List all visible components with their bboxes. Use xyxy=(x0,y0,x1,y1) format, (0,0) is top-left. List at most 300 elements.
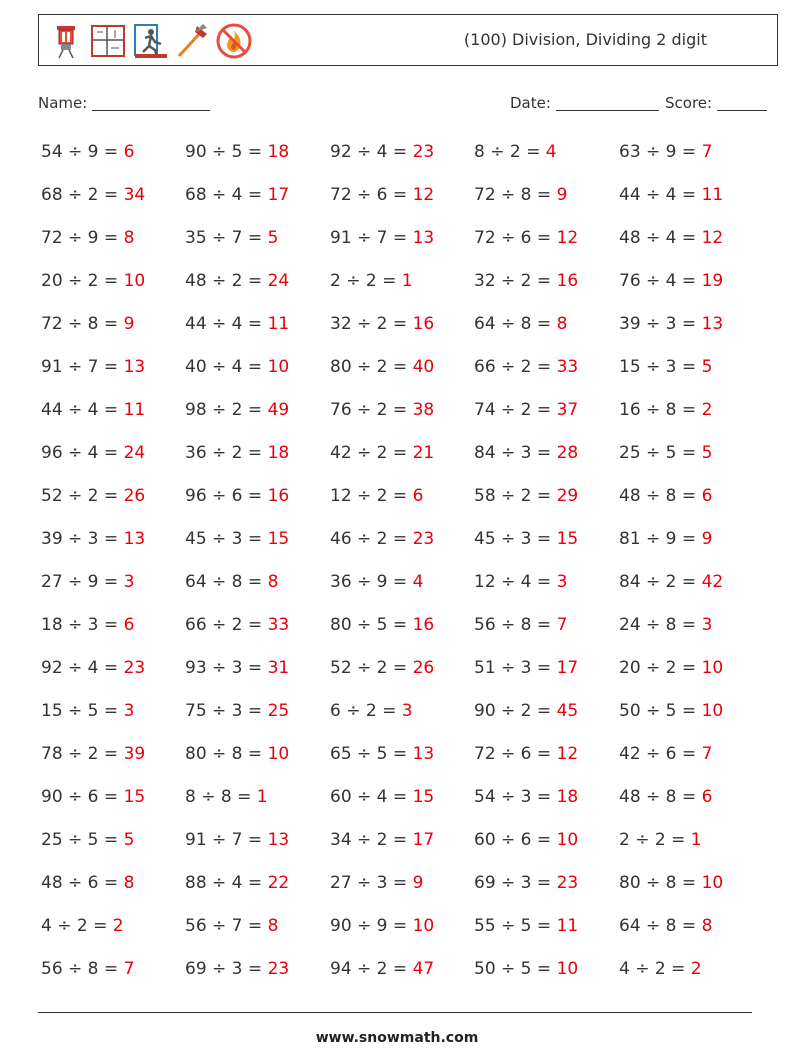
division-problem xyxy=(330,873,423,893)
problem-question: 6 ÷ 2 = xyxy=(330,701,402,721)
problem-question: 51 ÷ 3 = xyxy=(474,658,557,678)
problem-answer: 26 xyxy=(412,658,435,678)
problem-row xyxy=(41,916,781,942)
problem-answer: 12 xyxy=(556,228,579,248)
problem-question: 88 ÷ 4 = xyxy=(185,873,268,893)
division-problem xyxy=(619,357,712,377)
division-problem xyxy=(474,873,578,893)
problem-answer: 38 xyxy=(412,400,435,420)
problem-question: 66 ÷ 2 = xyxy=(185,615,268,635)
division-problem xyxy=(330,486,423,506)
problem-question: 91 ÷ 7 = xyxy=(41,357,124,377)
problem-question: 96 ÷ 6 = xyxy=(185,486,268,506)
problem-answer: 24 xyxy=(123,443,146,463)
division-problem xyxy=(41,916,124,936)
problem-question: 40 ÷ 4 = xyxy=(185,357,268,377)
problem-answer: 37 xyxy=(556,400,579,420)
problem-question: 56 ÷ 8 = xyxy=(474,615,557,635)
problem-row xyxy=(41,443,781,469)
division-problem xyxy=(185,185,289,205)
problem-question: 72 ÷ 8 = xyxy=(41,314,124,334)
division-problem xyxy=(619,314,723,334)
problem-answer: 3 xyxy=(123,572,135,592)
date-label: Date: xyxy=(510,94,551,112)
division-problem xyxy=(185,916,278,936)
problem-answer: 18 xyxy=(267,142,290,162)
division-problem xyxy=(41,271,145,291)
problem-question: 78 ÷ 2 = xyxy=(41,744,124,764)
problem-answer: 29 xyxy=(556,486,579,506)
problem-answer: 18 xyxy=(267,443,290,463)
division-problem xyxy=(330,400,434,420)
problem-row xyxy=(41,529,781,555)
problem-question: 68 ÷ 4 = xyxy=(185,185,268,205)
problem-answer: 7 xyxy=(123,959,135,979)
problem-row xyxy=(41,228,781,254)
problem-question: 72 ÷ 6 = xyxy=(330,185,413,205)
problem-question: 12 ÷ 2 = xyxy=(330,486,413,506)
division-problem xyxy=(185,486,289,506)
problem-answer: 13 xyxy=(412,228,435,248)
division-problem xyxy=(474,443,578,463)
problem-answer: 45 xyxy=(556,701,579,721)
problem-answer: 6 xyxy=(701,787,713,807)
division-problem xyxy=(619,615,712,635)
problem-row xyxy=(41,142,781,168)
division-problem xyxy=(619,830,702,850)
division-problem xyxy=(330,142,434,162)
problem-answer: 31 xyxy=(267,658,290,678)
problem-answer: 6 xyxy=(123,142,135,162)
footer-divider xyxy=(38,1012,752,1013)
date-blank xyxy=(556,110,659,111)
problem-answer: 24 xyxy=(267,271,290,291)
score-blank xyxy=(717,110,767,111)
problem-row xyxy=(41,185,781,211)
date-field xyxy=(510,94,659,112)
problem-question: 8 ÷ 2 = xyxy=(474,142,546,162)
problem-question: 54 ÷ 9 = xyxy=(41,142,124,162)
emergency-exit-icon xyxy=(131,22,169,60)
division-problem xyxy=(619,271,723,291)
division-problem xyxy=(619,486,712,506)
score-label: Score: xyxy=(665,94,713,112)
problem-answer: 11 xyxy=(123,400,146,420)
problem-answer: 1 xyxy=(256,787,268,807)
problem-row xyxy=(41,744,781,770)
problem-question: 8 ÷ 8 = xyxy=(185,787,257,807)
problem-answer: 2 xyxy=(701,400,713,420)
problem-question: 48 ÷ 8 = xyxy=(619,787,702,807)
division-problem xyxy=(619,142,712,162)
problem-row xyxy=(41,314,781,340)
problem-row xyxy=(41,357,781,383)
problem-question: 74 ÷ 2 = xyxy=(474,400,557,420)
division-problem xyxy=(330,529,434,549)
problem-row xyxy=(41,701,781,727)
division-problem xyxy=(474,744,578,764)
division-problem xyxy=(41,959,134,979)
problem-question: 32 ÷ 2 = xyxy=(474,271,557,291)
problem-answer: 23 xyxy=(412,142,435,162)
problem-question: 46 ÷ 2 = xyxy=(330,529,413,549)
division-problem xyxy=(619,529,712,549)
problem-answer: 8 xyxy=(123,228,135,248)
problem-question: 80 ÷ 8 = xyxy=(185,744,268,764)
problem-question: 2 ÷ 2 = xyxy=(619,830,691,850)
division-problem xyxy=(185,787,268,807)
problem-answer: 9 xyxy=(123,314,135,334)
worksheet-header xyxy=(38,14,778,66)
problem-answer: 23 xyxy=(556,873,579,893)
problem-question: 76 ÷ 4 = xyxy=(619,271,702,291)
division-problem xyxy=(41,572,134,592)
problem-answer: 39 xyxy=(123,744,146,764)
problem-question: 75 ÷ 3 = xyxy=(185,701,268,721)
problem-row xyxy=(41,830,781,856)
problem-row xyxy=(41,271,781,297)
problem-question: 92 ÷ 4 = xyxy=(41,658,124,678)
problem-question: 90 ÷ 9 = xyxy=(330,916,413,936)
problem-question: 65 ÷ 5 = xyxy=(330,744,413,764)
problem-answer: 13 xyxy=(123,357,146,377)
division-problem xyxy=(330,701,413,721)
problem-question: 69 ÷ 3 = xyxy=(185,959,268,979)
problem-question: 80 ÷ 5 = xyxy=(330,615,413,635)
division-problem xyxy=(474,142,557,162)
division-problem xyxy=(474,615,567,635)
worksheet-title: (100) Division, Dividing 2 digit xyxy=(463,30,707,49)
division-problem xyxy=(474,701,578,721)
problem-answer: 16 xyxy=(412,615,435,635)
division-problem xyxy=(619,400,712,420)
division-problem xyxy=(41,873,134,893)
problem-question: 39 ÷ 3 = xyxy=(619,314,702,334)
problem-question: 56 ÷ 8 = xyxy=(41,959,124,979)
division-problem xyxy=(619,228,723,248)
problem-question: 20 ÷ 2 = xyxy=(41,271,124,291)
division-problem xyxy=(185,572,278,592)
problem-question: 32 ÷ 2 = xyxy=(330,314,413,334)
problem-answer: 42 xyxy=(701,572,724,592)
division-problem xyxy=(330,787,434,807)
division-problem xyxy=(619,873,723,893)
problem-answer: 4 xyxy=(545,142,557,162)
problem-answer: 11 xyxy=(701,185,724,205)
problem-answer: 21 xyxy=(412,443,435,463)
division-problem xyxy=(41,486,145,506)
division-problem xyxy=(330,658,434,678)
problem-answer: 7 xyxy=(701,744,713,764)
problem-question: 93 ÷ 3 = xyxy=(185,658,268,678)
no-fire-icon xyxy=(215,22,253,60)
problem-answer: 5 xyxy=(701,357,713,377)
division-problem xyxy=(330,744,434,764)
problem-answer: 5 xyxy=(701,443,713,463)
problem-question: 98 ÷ 2 = xyxy=(185,400,268,420)
division-problem xyxy=(185,959,289,979)
problem-answer: 8 xyxy=(123,873,135,893)
name-label: Name: xyxy=(38,94,88,112)
problem-answer: 12 xyxy=(412,185,435,205)
problem-answer: 2 xyxy=(112,916,124,936)
problem-row xyxy=(41,400,781,426)
problem-question: 2 ÷ 2 = xyxy=(330,271,402,291)
division-problem xyxy=(330,959,434,979)
problem-answer: 13 xyxy=(267,830,290,850)
division-problem xyxy=(474,658,578,678)
division-problem xyxy=(619,443,712,463)
name-field xyxy=(38,94,210,112)
problem-answer: 17 xyxy=(412,830,435,850)
problem-question: 48 ÷ 8 = xyxy=(619,486,702,506)
problem-answer: 16 xyxy=(412,314,435,334)
division-problem xyxy=(185,443,289,463)
division-problem xyxy=(474,572,567,592)
problem-answer: 6 xyxy=(412,486,424,506)
problem-row xyxy=(41,787,781,813)
problem-question: 54 ÷ 3 = xyxy=(474,787,557,807)
problem-question: 50 ÷ 5 = xyxy=(474,959,557,979)
division-problem xyxy=(330,916,434,936)
fire-hydrant-icon xyxy=(47,22,85,60)
problem-question: 60 ÷ 4 = xyxy=(330,787,413,807)
problem-answer: 10 xyxy=(556,830,579,850)
problem-question: 36 ÷ 2 = xyxy=(185,443,268,463)
score-field xyxy=(665,94,767,112)
division-problem xyxy=(185,701,289,721)
problem-answer: 13 xyxy=(123,529,146,549)
division-problem xyxy=(41,314,134,334)
division-problem xyxy=(330,615,434,635)
problem-question: 66 ÷ 2 = xyxy=(474,357,557,377)
problem-answer: 3 xyxy=(556,572,568,592)
problem-answer: 18 xyxy=(556,787,579,807)
division-problem xyxy=(474,314,567,334)
division-problem xyxy=(474,916,578,936)
problem-question: 91 ÷ 7 = xyxy=(330,228,413,248)
division-problem xyxy=(330,271,413,291)
fire-axe-icon xyxy=(173,22,211,60)
problem-question: 42 ÷ 6 = xyxy=(619,744,702,764)
problem-answer: 26 xyxy=(123,486,146,506)
problem-answer: 10 xyxy=(701,658,724,678)
division-problem xyxy=(41,443,145,463)
division-problem xyxy=(330,572,423,592)
division-problem xyxy=(619,658,723,678)
division-problem xyxy=(41,701,134,721)
division-problem xyxy=(474,959,578,979)
division-problem xyxy=(474,400,578,420)
problem-answer: 3 xyxy=(701,615,713,635)
problem-answer: 1 xyxy=(690,830,702,850)
division-problem xyxy=(619,787,712,807)
problem-answer: 6 xyxy=(701,486,713,506)
division-problem xyxy=(619,959,702,979)
problem-answer: 6 xyxy=(123,615,135,635)
problem-question: 4 ÷ 2 = xyxy=(619,959,691,979)
problem-question: 56 ÷ 7 = xyxy=(185,916,268,936)
problem-question: 92 ÷ 4 = xyxy=(330,142,413,162)
problem-answer: 10 xyxy=(701,873,724,893)
problem-answer: 23 xyxy=(123,658,146,678)
problem-answer: 15 xyxy=(412,787,435,807)
problem-answer: 23 xyxy=(267,959,290,979)
problem-row xyxy=(41,486,781,512)
division-problem xyxy=(185,615,289,635)
problem-answer: 15 xyxy=(556,529,579,549)
problem-question: 18 ÷ 3 = xyxy=(41,615,124,635)
problem-answer: 10 xyxy=(267,744,290,764)
problem-answer: 25 xyxy=(267,701,290,721)
division-problem xyxy=(619,572,723,592)
division-problem xyxy=(41,615,134,635)
problem-question: 64 ÷ 8 = xyxy=(185,572,268,592)
division-problem xyxy=(185,830,289,850)
problem-question: 80 ÷ 2 = xyxy=(330,357,413,377)
problem-question: 44 ÷ 4 = xyxy=(185,314,268,334)
problem-question: 34 ÷ 2 = xyxy=(330,830,413,850)
problem-question: 52 ÷ 2 = xyxy=(41,486,124,506)
problem-answer: 15 xyxy=(267,529,290,549)
problem-row xyxy=(41,572,781,598)
problem-question: 27 ÷ 3 = xyxy=(330,873,413,893)
problem-question: 45 ÷ 3 = xyxy=(474,529,557,549)
problem-answer: 10 xyxy=(412,916,435,936)
problem-answer: 17 xyxy=(556,658,579,678)
division-problem xyxy=(185,142,289,162)
division-problem xyxy=(185,873,289,893)
problem-question: 60 ÷ 6 = xyxy=(474,830,557,850)
division-problem xyxy=(185,271,289,291)
division-problem xyxy=(619,701,723,721)
problem-answer: 10 xyxy=(556,959,579,979)
division-problem xyxy=(474,486,578,506)
problem-question: 24 ÷ 8 = xyxy=(619,615,702,635)
problem-answer: 12 xyxy=(701,228,724,248)
division-problem xyxy=(41,185,145,205)
problem-answer: 8 xyxy=(267,916,279,936)
division-problem xyxy=(41,529,145,549)
problem-answer: 47 xyxy=(412,959,435,979)
problem-answer: 7 xyxy=(556,615,568,635)
division-problem xyxy=(619,185,723,205)
division-problem xyxy=(41,400,145,420)
problem-question: 90 ÷ 6 = xyxy=(41,787,124,807)
division-problem xyxy=(474,830,578,850)
problem-question: 44 ÷ 4 = xyxy=(41,400,124,420)
problem-question: 72 ÷ 8 = xyxy=(474,185,557,205)
problem-question: 25 ÷ 5 = xyxy=(41,830,124,850)
problem-row xyxy=(41,959,781,985)
problem-question: 20 ÷ 2 = xyxy=(619,658,702,678)
division-problem xyxy=(330,228,434,248)
problem-answer: 34 xyxy=(123,185,146,205)
problem-question: 50 ÷ 5 = xyxy=(619,701,702,721)
division-problem xyxy=(41,658,145,678)
problem-question: 25 ÷ 5 = xyxy=(619,443,702,463)
problem-question: 63 ÷ 9 = xyxy=(619,142,702,162)
problem-question: 96 ÷ 4 = xyxy=(41,443,124,463)
problem-question: 81 ÷ 9 = xyxy=(619,529,702,549)
division-problem xyxy=(185,529,289,549)
division-problem xyxy=(185,744,289,764)
problem-answer: 9 xyxy=(412,873,424,893)
division-problem xyxy=(330,185,434,205)
problem-answer: 11 xyxy=(556,916,579,936)
floor-plan-icon xyxy=(89,22,127,60)
problem-row xyxy=(41,873,781,899)
problem-question: 64 ÷ 8 = xyxy=(474,314,557,334)
problem-question: 91 ÷ 7 = xyxy=(185,830,268,850)
problem-answer: 9 xyxy=(556,185,568,205)
problem-answer: 13 xyxy=(412,744,435,764)
problem-question: 12 ÷ 4 = xyxy=(474,572,557,592)
problem-answer: 13 xyxy=(701,314,724,334)
problem-answer: 12 xyxy=(556,744,579,764)
problem-question: 48 ÷ 4 = xyxy=(619,228,702,248)
problem-answer: 1 xyxy=(401,271,413,291)
division-problem xyxy=(474,185,567,205)
problem-question: 90 ÷ 5 = xyxy=(185,142,268,162)
problem-answer: 3 xyxy=(123,701,135,721)
division-problem xyxy=(619,916,712,936)
division-problem xyxy=(474,271,578,291)
division-problem xyxy=(619,744,712,764)
problem-question: 55 ÷ 5 = xyxy=(474,916,557,936)
problem-question: 58 ÷ 2 = xyxy=(474,486,557,506)
problem-row xyxy=(41,615,781,641)
problem-question: 39 ÷ 3 = xyxy=(41,529,124,549)
division-problem xyxy=(474,529,578,549)
division-problem xyxy=(41,830,134,850)
division-problem xyxy=(330,443,434,463)
problem-answer: 23 xyxy=(412,529,435,549)
problem-answer: 9 xyxy=(701,529,713,549)
division-problem xyxy=(185,228,278,248)
problem-question: 94 ÷ 2 = xyxy=(330,959,413,979)
problem-question: 15 ÷ 3 = xyxy=(619,357,702,377)
problem-answer: 2 xyxy=(690,959,702,979)
problem-answer: 7 xyxy=(701,142,713,162)
problem-answer: 4 xyxy=(412,572,424,592)
division-problem xyxy=(330,830,434,850)
problem-question: 52 ÷ 2 = xyxy=(330,658,413,678)
division-problem xyxy=(41,228,134,248)
problem-answer: 17 xyxy=(267,185,290,205)
problem-question: 72 ÷ 9 = xyxy=(41,228,124,248)
problem-question: 80 ÷ 8 = xyxy=(619,873,702,893)
problem-answer: 10 xyxy=(123,271,146,291)
problem-answer: 15 xyxy=(123,787,146,807)
problem-question: 64 ÷ 8 = xyxy=(619,916,702,936)
name-blank xyxy=(92,110,210,111)
problem-question: 35 ÷ 7 = xyxy=(185,228,268,248)
problem-row xyxy=(41,658,781,684)
problem-answer: 11 xyxy=(267,314,290,334)
division-problem xyxy=(41,787,145,807)
division-problem xyxy=(41,357,145,377)
division-problem xyxy=(41,142,134,162)
problem-answer: 33 xyxy=(267,615,290,635)
problem-question: 16 ÷ 8 = xyxy=(619,400,702,420)
division-problem xyxy=(185,658,289,678)
problem-answer: 3 xyxy=(401,701,413,721)
header-icons xyxy=(47,21,253,61)
problem-question: 72 ÷ 6 = xyxy=(474,228,557,248)
problem-question: 42 ÷ 2 = xyxy=(330,443,413,463)
problem-question: 4 ÷ 2 = xyxy=(41,916,113,936)
